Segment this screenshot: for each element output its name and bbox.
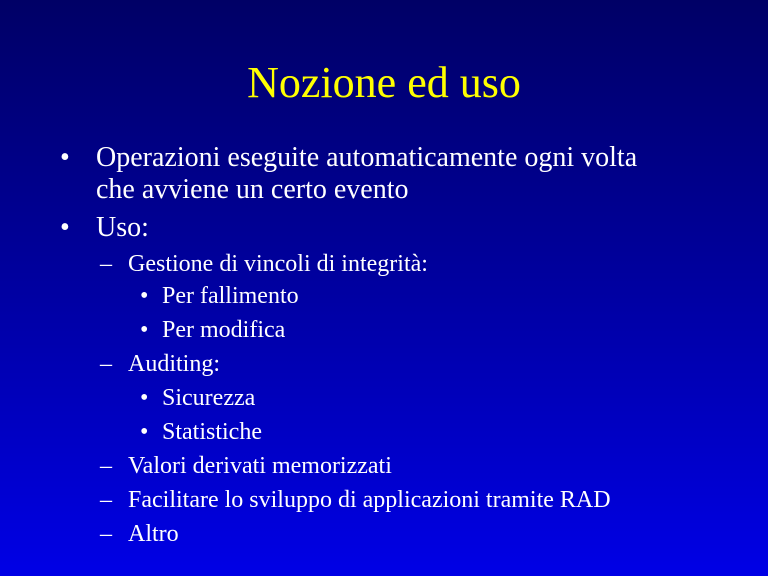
dash-marker: –	[100, 453, 112, 479]
bullet-text-line2: che avviene un certo evento	[96, 174, 409, 205]
bullet-marker: •	[60, 212, 70, 243]
subbullet-text: Altro	[128, 521, 179, 547]
subsubbullet-text: Per fallimento	[162, 283, 299, 309]
bullet-marker: •	[140, 283, 149, 309]
subbullet-text: Gestione di vincoli di integrità:	[128, 251, 428, 277]
bullet-marker: •	[60, 142, 70, 173]
bullet-text-line1: Operazioni eseguite automaticamente ogni volta	[96, 142, 638, 173]
bullet-marker: •	[140, 385, 149, 411]
subbullet-text: Auditing:	[128, 351, 221, 377]
subsubbullet-text: Sicurezza	[162, 385, 256, 411]
dash-marker: –	[100, 521, 112, 547]
dash-marker: –	[100, 487, 112, 513]
dash-marker: –	[100, 351, 112, 377]
bullet-text: Uso:	[96, 212, 149, 243]
subsubbullet-text: Per modifica	[162, 317, 286, 343]
slide-title: Nozione ed uso	[247, 58, 521, 107]
subbullet-text: Valori derivati memorizzati	[128, 453, 392, 479]
bullet-marker: •	[140, 419, 149, 445]
dash-marker: –	[100, 251, 112, 277]
subsubbullet-text: Statistiche	[162, 419, 262, 445]
bullet-marker: •	[140, 317, 149, 343]
subbullet-text: Facilitare lo sviluppo di applicazioni tramite RAD	[128, 487, 611, 513]
